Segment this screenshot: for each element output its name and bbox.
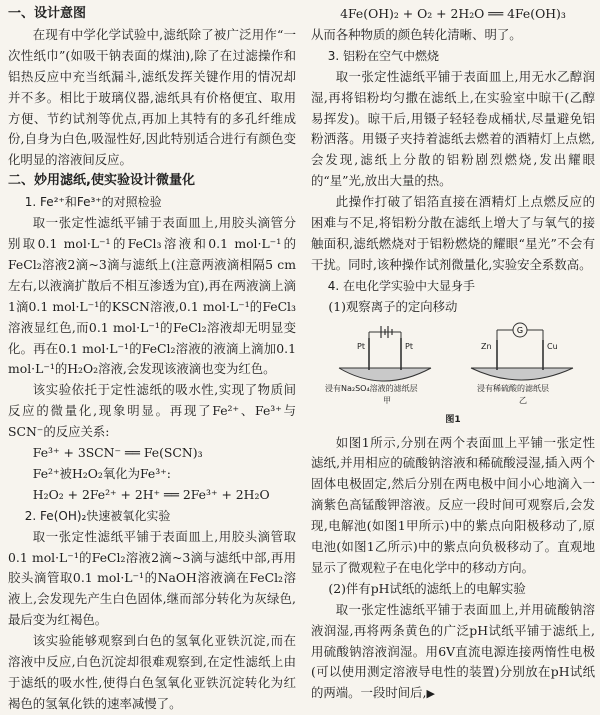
subheading-feoh2: 2. Fe(OH)₂快速被氧化实验 xyxy=(24,508,171,523)
paragraph-color-change: 从而各种物质的颜色转化清晰、明了。 xyxy=(311,26,522,42)
label-cu: Cu xyxy=(547,341,558,351)
subheading-ion-migration: (1)观察离子的定向移动 xyxy=(328,298,458,314)
label-pt-right: Pt xyxy=(405,341,413,351)
right-column xyxy=(311,4,595,705)
paragraph-ion-migration: 如图1所示,分别在两个表面皿上平铺一张定性滤纸,并用相应的硫酸钠溶液和稀硫酸浸湿,插入两个固体电极固定,然后分别在两电极中间小心地滴入一滴紫色高锰酸钾溶液。反应一段时间可观察后,会发现,电解池(如图1甲所示)中的紫点向阳极移动了,原电池(如图1乙所示)中的紫点向负极移动了。直观地显示了微观粒子在电化学中的移动方向。 xyxy=(311,434,595,575)
paragraph-al-procedure: 取一张定性滤纸平铺于表面皿上,用无水乙醇润湿,再将铝粉均匀撒在滤纸上,在实验室中晾干(乙醇易挥发)。晾干后,用镊子轻轻卷成桶状,尽量避免铝粉洒落。用镊子夹持着滤纸去燃着的酒精灯上点燃,会发现,滤纸上分散的铝粉剧烈燃烧,发出耀眼的“星”光,放出大量的热。 xyxy=(311,68,595,189)
paragraph-ph-text: 取一张定性滤纸平铺于表面皿上,并用硫酸钠溶液润湿,再将两条黄色的广泛pH试纸平铺于滤纸上,用硫酸钠溶液润湿。用6V直流电源连接两惰性电极(可以使用测定溶液导电性的装置)分别放在pH试纸的两端。一段时间后, xyxy=(311,601,595,701)
subheading-fe-test: 1. Fe²⁺和Fe³⁺的对照检验 xyxy=(24,195,162,210)
paragraph-ph-procedure xyxy=(311,600,595,706)
section-heading-1: 一、设计意图 xyxy=(8,6,87,21)
left-column xyxy=(8,4,296,715)
continue-arrow-icon: ▶ xyxy=(426,687,435,701)
equation-note: Fe²⁺被H₂O₂氧化为Fe³⁺: xyxy=(32,465,171,481)
figure-1 xyxy=(311,320,595,408)
paragraph-feoh2-analysis: 该实验能够观察到白色的氢氧化亚铁沉淀,而在溶液中反应,白色沉淀却很难观察到,在定性滤纸上由于滤纸的吸水性,使得白色氢氧化亚铁沉淀转化为红褐色的氢氧化铁的速率减慢了。 xyxy=(8,633,296,711)
equation-h2o2: H₂O₂ + 2Fe²⁺ + 2H⁺ ══ 2Fe³⁺ + 2H₂O xyxy=(32,486,270,502)
caption-b: 浸有稀硫酸的滤纸层 xyxy=(477,383,549,393)
equation-feoh3: 4Fe(OH)₂ + O₂ + 2H₂O ══ 4Fe(OH)₃ xyxy=(340,6,566,21)
paragraph-feoh2-procedure: 取一张定性滤纸平铺于表面皿上,用胶头滴管取0.1 mol·L⁻¹的FeCl₂溶液2滴~3滴与滤纸中部,再用胶头滴管取0.1 mol·L⁻¹的NaOH溶液滴在FeCl₂溶液上,会发现先产生白色固体,继而部分转化为灰绿色,最后变为红褐色。 xyxy=(8,528,296,628)
subheading-al-burn: 3. 铝粉在空气中燃烧 xyxy=(327,48,440,63)
subheading-electrochem: 4. 在电化学实验中大显身手 xyxy=(327,278,476,293)
paragraph-fe-procedure: 取一张定性滤纸平铺于表面皿上,用胶头滴管分别取0.1 mol·L⁻¹的FeCl₃溶液和0.1 mol·L⁻¹的FeCl₂溶液2滴~3滴与滤纸上(注意两液滴相隔5 cm左右,以液滴扩散后不相互渗透为宜),再在两液滴上滴1滴0.1 mol·L⁻¹的KSCN溶液,0.1 mol·L⁻¹的FeCl₃溶液显红色,而0.1 mol·L⁻¹的FeCl₂溶液却无明显变化。再在0.1 mol·L⁻¹的FeCl₂溶液的液滴上滴加0.1 mol·L⁻¹的H₂O₂溶液,会发现该液滴也变为红色。 xyxy=(8,215,296,377)
equation-fe-scn: Fe³⁺ + 3SCN⁻ ══ Fe(SCN)₃ xyxy=(32,445,203,461)
subheading-ph-electrolysis: (2)伴有pH试纸的滤纸上的电解实验 xyxy=(328,580,526,596)
paragraph-fe-analysis: 该实验依托于定性滤纸的吸水性,实现了物质间反应的微量化,现象明显。再现了Fe²⁺、Fe³⁺与SCN⁻的反应关系: xyxy=(8,382,296,440)
paragraph-al-analysis: 此操作打破了铝箔直接在酒精灯上点燃反应的困难与不足,将铝粉分散在滤纸上增大了与氧气的接触面积,滤纸燃烧对于铝粉燃烧的耀眼“星光”不会有干扰。同时,该种操作试剂微量化,实验安全系数高。 xyxy=(311,194,595,272)
caption-a-mark: 甲 xyxy=(383,395,391,405)
label-pt-left: Pt xyxy=(357,341,365,351)
caption-a: 浸有Na₂SO₄溶液的滤纸层 xyxy=(325,383,418,393)
section-heading-2: 二、妙用滤纸,使实验设计微量化 xyxy=(8,173,195,189)
electrochem-diagram xyxy=(311,320,595,408)
figure-title: 图1 xyxy=(445,414,461,425)
paragraph-intent: 在现有中学化学试验中,滤纸除了被广泛用作“一次性纸巾”(如吸干钠表面的煤油),除了在过滤操作和铝热反应中充当纸漏斗,滤纸发挥关键作用的情况却并不多。相比于玻璃仪器,滤纸具有价格便宜、取用方便、节约试剂等优点,再加上其特有的多孔纤维成份,自身为白色,吸湿性好,因此特别适合进行有颜色变化明显的溶液间反应。 xyxy=(8,26,296,168)
label-zn: Zn xyxy=(481,341,492,351)
caption-b-mark: 乙 xyxy=(519,395,527,405)
svg-text:G: G xyxy=(516,325,524,335)
